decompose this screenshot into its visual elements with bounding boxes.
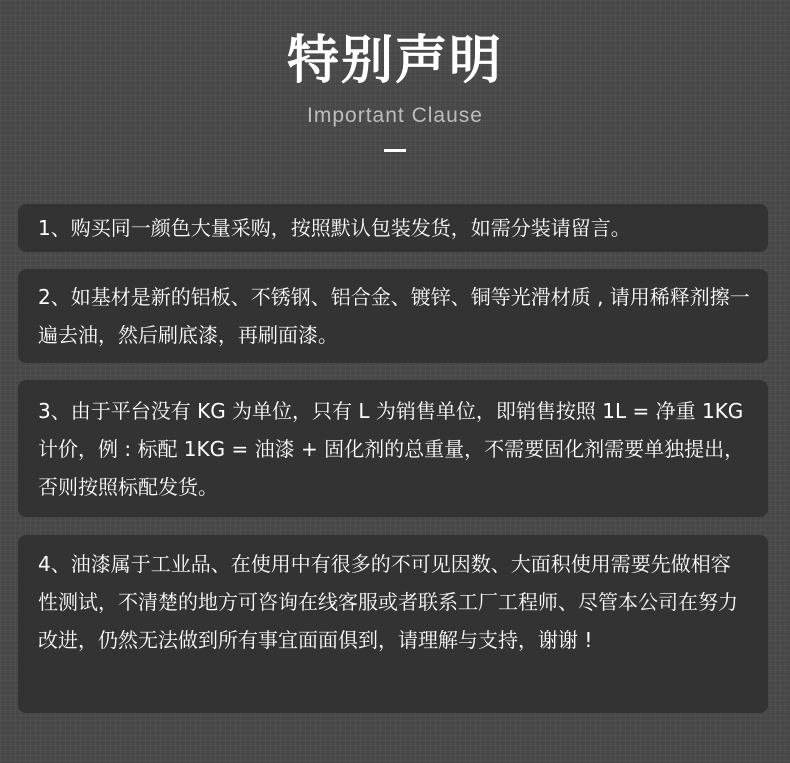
clause-card-1 bbox=[18, 204, 768, 252]
clause-text-2: 2、如基材是新的铝板、不锈钢、铝合金、镀锌、铜等光滑材质 , 请用稀释剂擦一遍去油，然后刷底漆，再刷面漆。 bbox=[38, 285, 750, 347]
clause-text-1: 1、购买同一颜色大量采购，按照默认包装发货，如需分装请留言。 bbox=[38, 216, 631, 240]
clause-text-3: 3、由于平台没有 KG 为单位，只有 L 为销售单位，即销售按照 1L = 净重 1KG 计价，例 : 标配 1KG = 油漆 + 固化剂的总重量，不需要固化剂需要单独提出，否则按照标配发货。 bbox=[38, 399, 745, 499]
clause-text-4: 4、油漆属于工业品、在使用中有很多的不可见因数、大面积使用需要先做相容性测试，不清楚的地方可咨询在线客服或者联系工厂工程师、尽管本公司在努力改进，仍然无法做到所有事宜面面俱到，请理解与支持，谢谢 ! bbox=[38, 552, 738, 652]
clause-card-2 bbox=[18, 269, 768, 363]
clause-card-3 bbox=[18, 380, 768, 517]
page-title: 特别声明 bbox=[286, 31, 503, 91]
page-subtitle: Important Clause bbox=[307, 104, 483, 127]
title-divider bbox=[384, 149, 406, 152]
clause-card-4 bbox=[18, 535, 768, 713]
